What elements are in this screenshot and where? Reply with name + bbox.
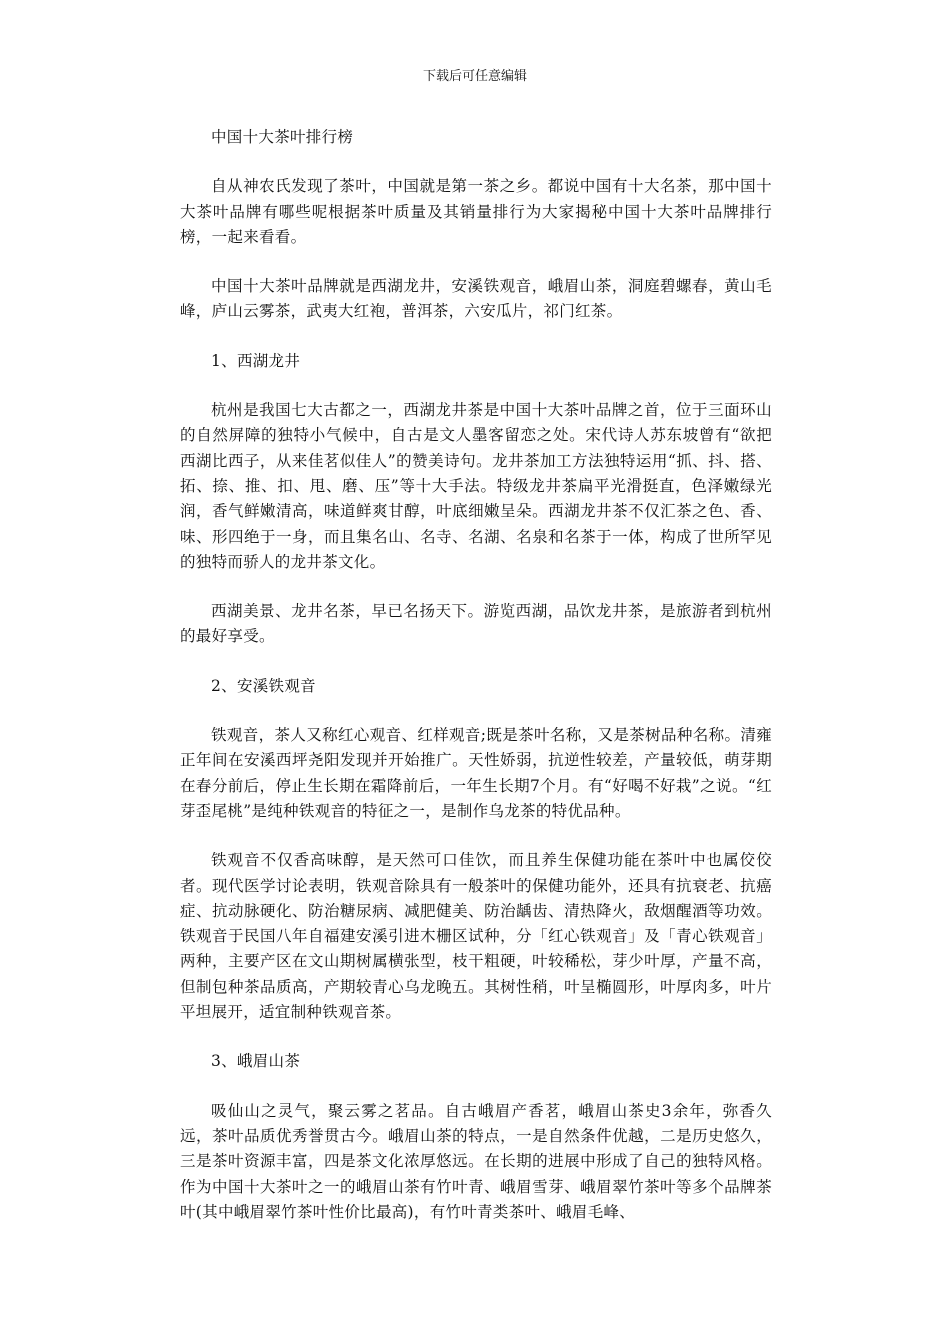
intro-paragraph: 自从神农氏发现了茶叶，中国就是第一茶之乡。都说中国有十大名茶，那中国十大茶叶品牌有哪些呢根据茶叶质量及其销量排行为大家揭秘中国十大茶叶品牌排行榜，一起来看看。 bbox=[180, 177, 772, 246]
emeishan-paragraph-1: 吸仙山之灵气，聚云雾之茗品。自古峨眉产香茗，峨眉山茶史3余年，弥香久远，茶叶品质优秀誉贯古今。峨眉山茶的特点，一是自然条件优越，二是历史悠久，三是茶叶资源丰富，四是茶文化浓厚悠远。在长期的进展中形成了自己的独特风格。作为中国十大茶叶之一的峨眉山茶有竹叶青、峨眉雪芽、峨眉翠竹茶叶等多个品牌茶叶(其中峨眉翠竹茶叶性价比最高)，有竹叶青类茶叶、峨眉毛峰、 bbox=[180, 1101, 772, 1221]
section-heading-xihu-longjing: 1、西湖龙井 bbox=[211, 351, 301, 370]
xihu-longjing-paragraph-1: 杭州是我国七大古都之一，西湖龙井茶是中国十大茶叶品牌之首，位于三面环山的自然屏障的独特小气候中，自古是文人墨客留恋之处。宋代诗人苏东坡曾有“欲把西湖比西子，从来佳茗似佳人”的赞美诗句。龙井茶加工方法独特运用“抓、抖、搭、拓、捺、推、扣、甩、磨、压”等十大手法。特级龙井茶扁平光滑挺直，色泽嫩绿光润，香气鲜嫩清高，味道鲜爽甘醇，叶底细嫩呈朵。西湖龙井茶不仅汇茶之色、香、味、形四绝于一身，而且集名山、名寺、名湖、名泉和名茶于一体，构成了世所罕见的独特而骄人的龙井茶文化。 bbox=[180, 401, 772, 571]
brands-paragraph: 中国十大茶叶品牌就是西湖龙井，安溪铁观音，峨眉山茶，洞庭碧螺春，黄山毛峰，庐山云雾茶，武夷大红袍，普洱茶，六安瓜片，祁门红茶。 bbox=[180, 277, 772, 321]
section-heading-emeishan-tea: 3、峨眉山茶 bbox=[211, 1052, 301, 1071]
document-body bbox=[180, 125, 772, 1249]
xihu-longjing-paragraph-2: 西湖美景、龙井名茶，早已名扬天下。游览西湖，品饮龙井茶，是旅游者到杭州的最好享受。 bbox=[180, 602, 772, 646]
page-header-note: 下载后可任意编辑 bbox=[422, 69, 527, 84]
document-title: 中国十大茶叶排行榜 bbox=[211, 128, 354, 146]
section-heading-anxi-tieguanyin: 2、安溪铁观音 bbox=[211, 676, 316, 695]
tieguanyin-paragraph-2: 铁观音不仅香高味醇，是天然可口佳饮，而且养生保健功能在茶叶中也属佼佼者。现代医学讨论表明，铁观音除具有一般茶叶的保健功能外，还具有抗衰老、抗癌症、抗动脉硬化、防治糖尿病、减肥健美、防治龋齿、清热降火，敌烟醒酒等功效。铁观音于民国八年自福建安溪引进木栅区试种，分「红心铁观音」及「青心铁观音」两种，主要产区在文山期树属横张型，枝干粗硬，叶较稀松，芽少叶厚，产量不高，但制包种茶品质高，产期较青心乌龙晚五。其树性稍，叶呈椭圆形，叶厚肉多，叶片平坦展开，适宜制种铁观音茶。 bbox=[180, 851, 772, 1022]
tieguanyin-paragraph-1: 铁观音，茶人又称红心观音、红样观音;既是茶叶名称，又是茶树品种名称。清雍正年间在安溪西坪尧阳发现并开始推广。天性娇弱，抗逆性较差，产量较低，萌芽期在春分前后，停止生长期在霜降前后，一年生长期7个月。有“好喝不好栽”之说。“红芽歪尾桃”是纯种铁观音的特征之一，是制作乌龙茶的特优品种。 bbox=[180, 726, 772, 820]
